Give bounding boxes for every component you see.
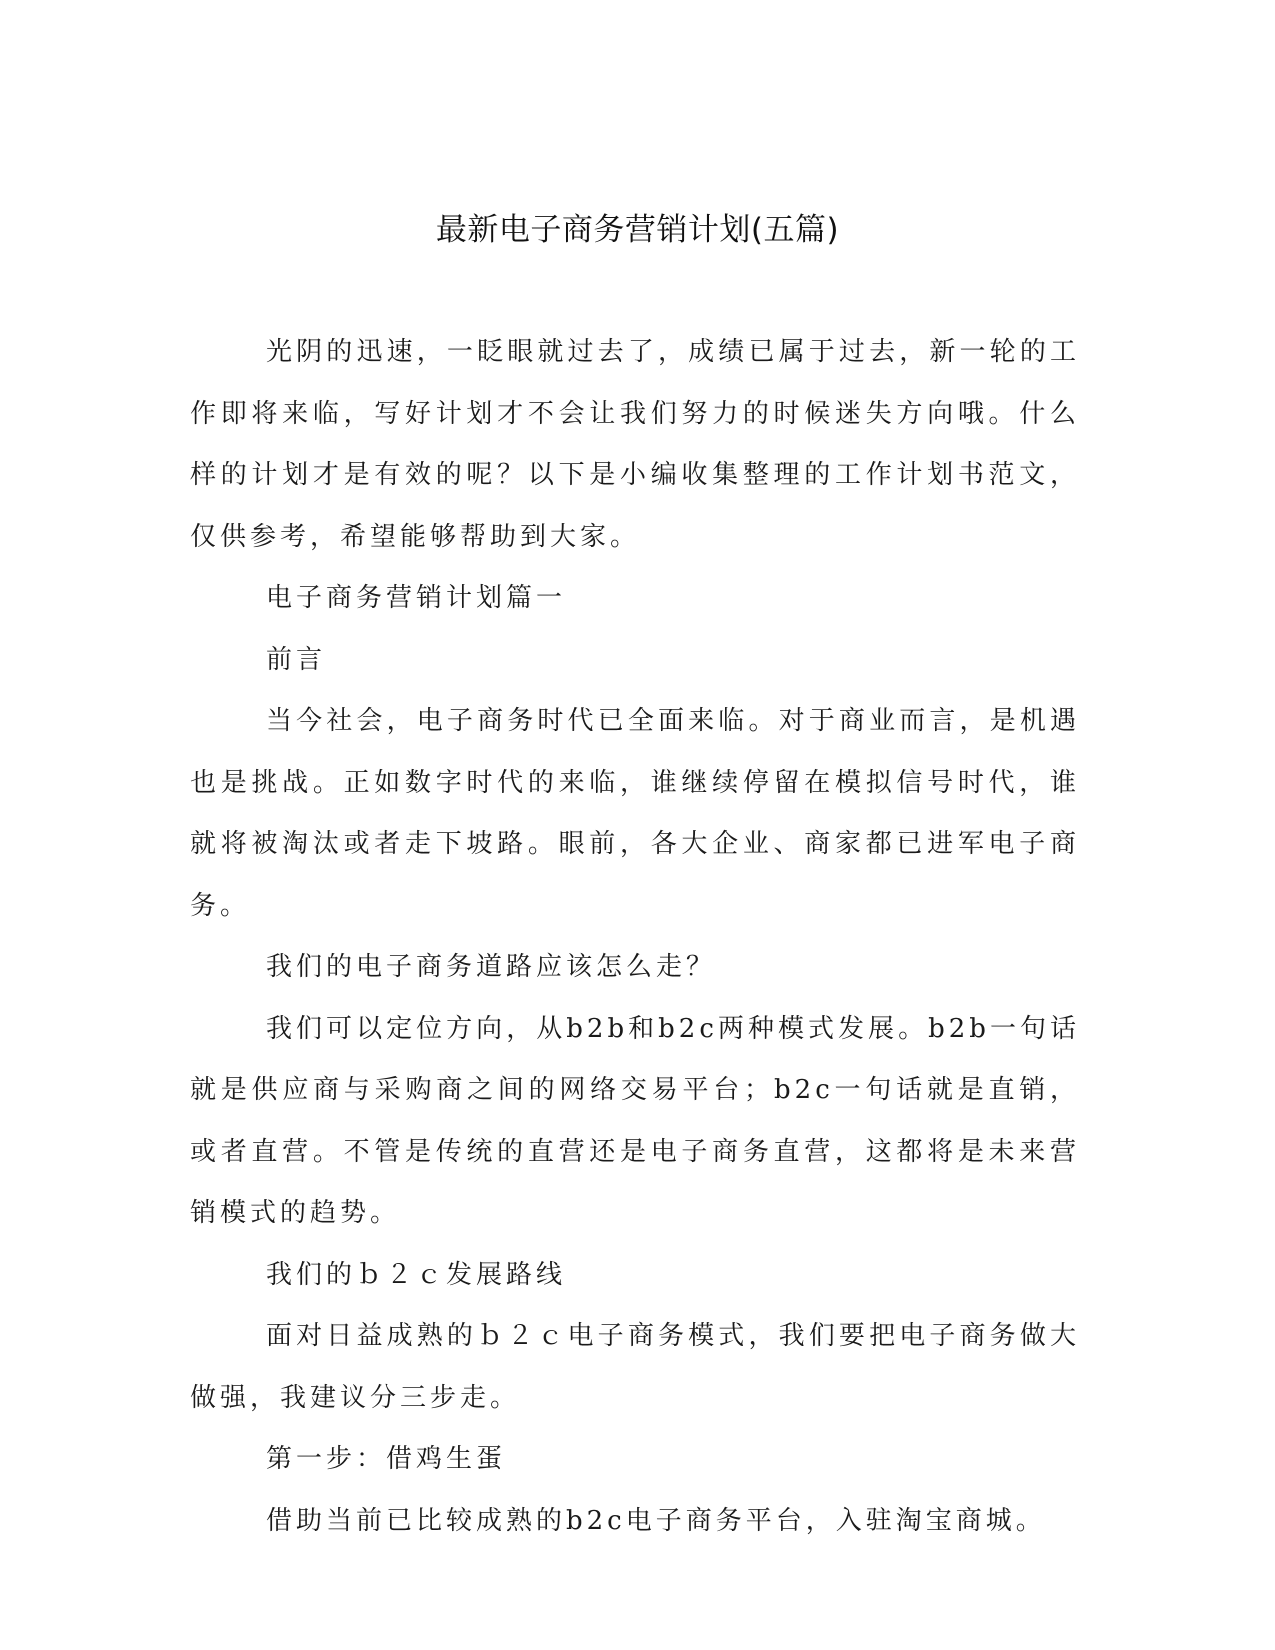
document-body — [190, 322, 1080, 1552]
subheading-preface: 前言 — [266, 644, 327, 675]
subheading-step-one: 第一步：借鸡生蛋 — [266, 1444, 507, 1474]
section-heading: 电子商务营销计划篇一 — [266, 583, 567, 613]
document-title: 最新电子商务营销计划(五篇) — [435, 212, 840, 248]
paragraph-three-steps: 面对日益成熟的ｂ２ｃ电子商务模式，我们要把电子商务做大做强，我建议分三步走。 — [190, 1321, 1080, 1413]
paragraph-intro: 光阴的迅速，一眨眼就过去了，成绩已属于过去，新一轮的工作即将来临，写好计划才不会让我们努力的时候迷失方向哦。什么样的计划才是有效的呢？以下是小编收集整理的工作计划书范文，仅供参考，希望能够帮助到大家。 — [190, 337, 1080, 552]
paragraph-models: 我们可以定位方向，从b2b和b2c两种模式发展。b2b一句话就是供应商与采购商之间的网络交易平台；b2c一句话就是直销，或者直营。不管是传统的直营还是电子商务直营，这都将是未来营销模式的趋势。 — [190, 1013, 1080, 1228]
paragraph-step-one: 借助当前已比较成熟的b2c电子商务平台，入驻淘宝商城。 — [266, 1505, 1046, 1536]
subheading-b2c-route: 我们的ｂ２ｃ发展路线 — [266, 1259, 567, 1290]
subheading-question: 我们的电子商务道路应该怎么走？ — [266, 952, 717, 982]
paragraph-preface: 当今社会，电子商务时代已全面来临。对于商业而言，是机遇也是挑战。正如数字时代的来临，谁继续停留在模拟信号时代，谁就将被淘汰或者走下坡路。眼前，各大企业、商家都已进军电子商务。 — [190, 706, 1080, 921]
